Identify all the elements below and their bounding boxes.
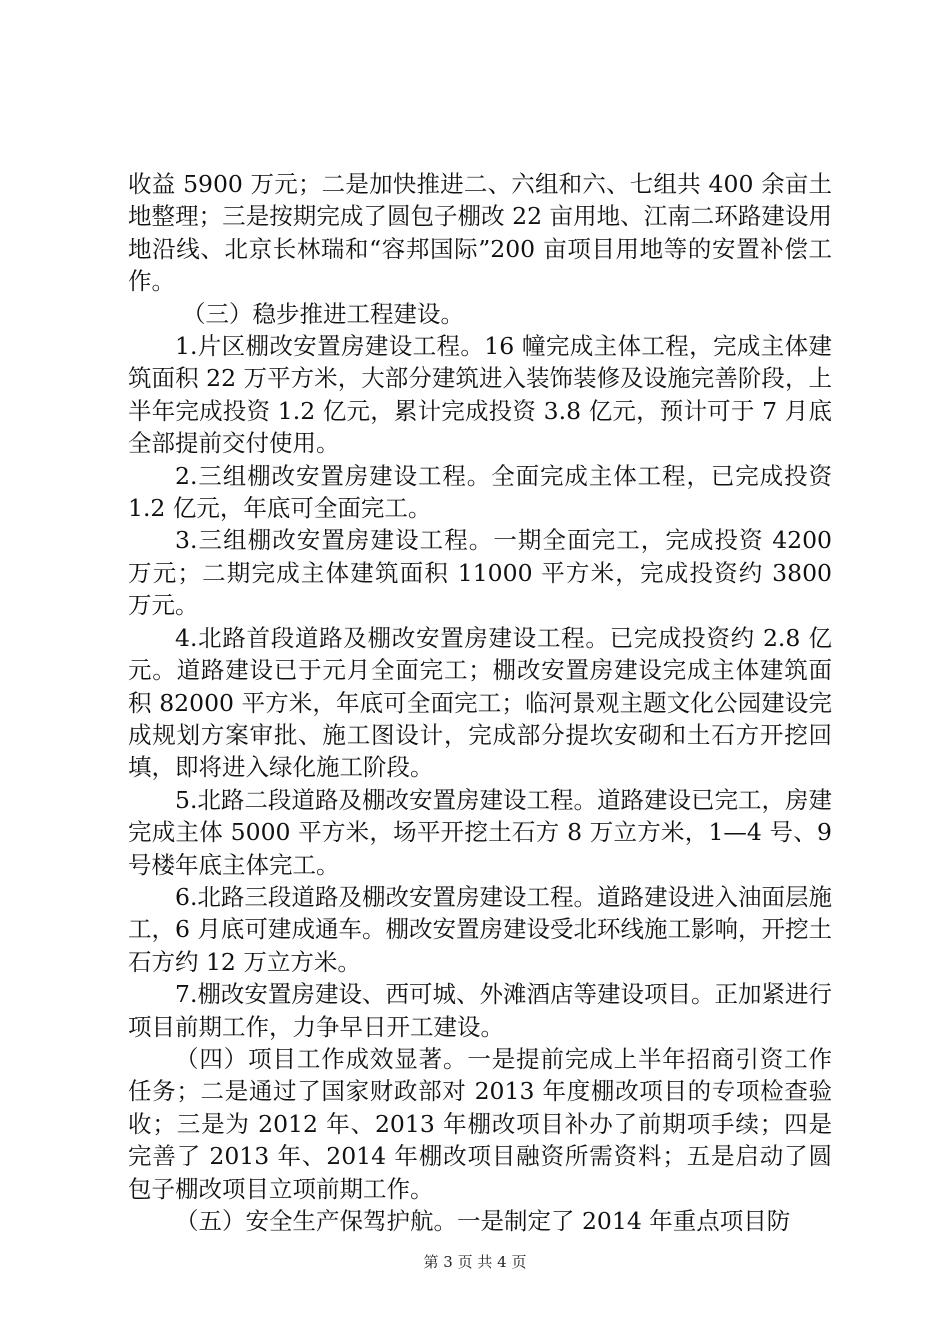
paragraph-continuation: 收益 5900 万元；二是加快推进二、六组和六、七组共 400 余亩土地整理；三是按期完成了圆包子棚改 22 亩用地、江南二环路建设用地沿线、北京长林瑞和“容邦国际”200 亩项目用地等的安置补偿工作。 bbox=[128, 170, 832, 296]
section-heading-3: （三）稳步推进工程建设。 bbox=[182, 299, 464, 328]
list-item-2: 2.三组棚改安置房建设工程。全面完成主体工程，已完成投资 1.2 亿元，年底可全面完工。 bbox=[128, 461, 832, 523]
list-item-4: 4.北路首段道路及棚改安置房建设工程。已完成投资约 2.8 亿元。道路建设已于元月全面完工；棚改安置房建设完成主体建筑面积 82000 平方米，年底可全面完工；临河景观主题文化公园建设完成规划方案审批、施工图设计，完成部分提坎安砌和土石方开挖回填，即将进入绿化施工阶段。 bbox=[128, 623, 832, 782]
list-item-6: 6.北路三段道路及棚改安置房建设工程。道路建设进入油面层施工，6 月底可建成通车。棚改安置房建设受北环线施工影响，开挖土石方约 12 万立方米。 bbox=[128, 882, 832, 976]
section-paragraph-4: （四）项目工作成效显著。一是提前完成上半年招商引资工作任务；二是通过了国家财政部对 2013 年度棚改项目的专项检查验收；三是为 2012 年、2013 年棚改项目补办了前期项手续；四是完善了 2013 年、2014 年棚改项目融资所需资料；五是启动了圆包子棚改项目立项前期工作。 bbox=[128, 1044, 832, 1203]
document-body bbox=[128, 168, 832, 1237]
section-paragraph-5: （五）安全生产保驾护航。一是制定了 2014 年重点项目防 bbox=[175, 1207, 791, 1235]
page-footer: 第 3 页 共 4 页 bbox=[423, 1253, 527, 1271]
list-item-7: 7.棚改安置房建设、西可城、外滩酒店等建设项目。正加紧进行项目前期工作，力争早日开工建设。 bbox=[128, 980, 832, 1041]
list-item-3: 3.三组棚改安置房建设工程。一期全面完工，完成投资 4200 万元；二期完成主体建筑面积 11000 平方米，完成投资约 3800 万元。 bbox=[128, 526, 832, 620]
list-item-1: 1.片区棚改安置房建设工程。16 幢完成主体工程，完成主体建筑面积 22 万平方米，大部分建筑进入装饰装修及设施完善阶段，上半年完成投资 1.2 亿元，累计完成投资 3.8 亿元，预计可于 7 月底全部提前交付使用。 bbox=[128, 332, 832, 458]
list-item-5: 5.北路二段道路及棚改安置房建设工程。道路建设已完工，房建完成主体 5000 平方米，场平开挖土石方 8 万立方米，1—4 号、9 号楼年底主体完工。 bbox=[128, 785, 832, 879]
